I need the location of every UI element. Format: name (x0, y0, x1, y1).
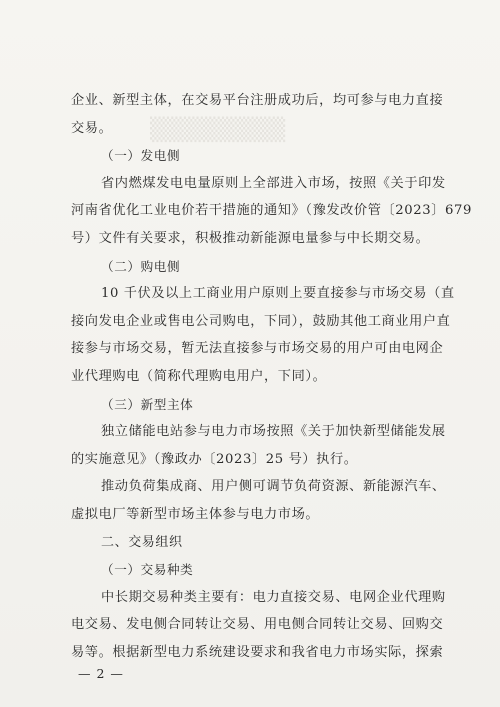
text-line: 企业、新型主体，在交易平台注册成功后，均可参与电力直接 (71, 93, 444, 108)
text-line: 易等。根据新型电力系统建设要求和我省电力市场实际，探索 (71, 645, 444, 660)
chapter-heading: 二、交易组织 (101, 534, 183, 550)
text-line: 业代理购电（简称代理购电用户，下同）。 (71, 369, 327, 384)
text-line: 交易。 (71, 120, 113, 136)
page-number: — 2 — (78, 666, 124, 681)
section-heading: （一）交易种类 (101, 562, 194, 578)
section-heading: （一）发电侧 (101, 148, 181, 164)
text-line: 河南省优化工业电价若干措施的通知》（豫发改价管〔2023〕679 (71, 203, 473, 219)
text-line: 独立储能电站参与电力市场按照《关于加快新型储能发展 (101, 424, 446, 440)
text-line: 的实施意见》（豫政办〔2023〕25 号）执行。 (71, 451, 358, 467)
text-line: 10 千伏及以上工商业用户原则上要直接参与市场交易（直 (101, 286, 455, 302)
text-line: 推动负荷集成商、用户侧可调节负荷资源、新能源汽车、 (101, 479, 446, 495)
bleed-through-text: ▒▒▒▒▒▒▒▒ (150, 118, 286, 143)
text-line: 虚拟电厂等新型市场主体参与电力市场。 (71, 507, 320, 522)
text-line: 接参与市场交易，暂无法直接参与市场交易的用户可由电网企 (71, 341, 444, 357)
text-line: 省内燃煤发电电量原则上全部进入市场，按照《关于印发 (101, 175, 446, 191)
section-heading: （三）新型主体 (101, 396, 194, 412)
text-line: 电交易、发电侧合同转让交易、用电侧合同转让交易、回购交 (71, 617, 444, 633)
text-line: 号）文件有关要求，积极推动新能源电量参与中长期交易。 (71, 231, 430, 246)
text-line: 接向发电企业或售电公司购电，下同），鼓励其他工商业用户直 (71, 313, 451, 329)
text-line: 中长期交易种类主要有：电力直接交易、电网企业代理购 (101, 589, 446, 605)
section-heading: （二）购电侧 (101, 258, 181, 274)
